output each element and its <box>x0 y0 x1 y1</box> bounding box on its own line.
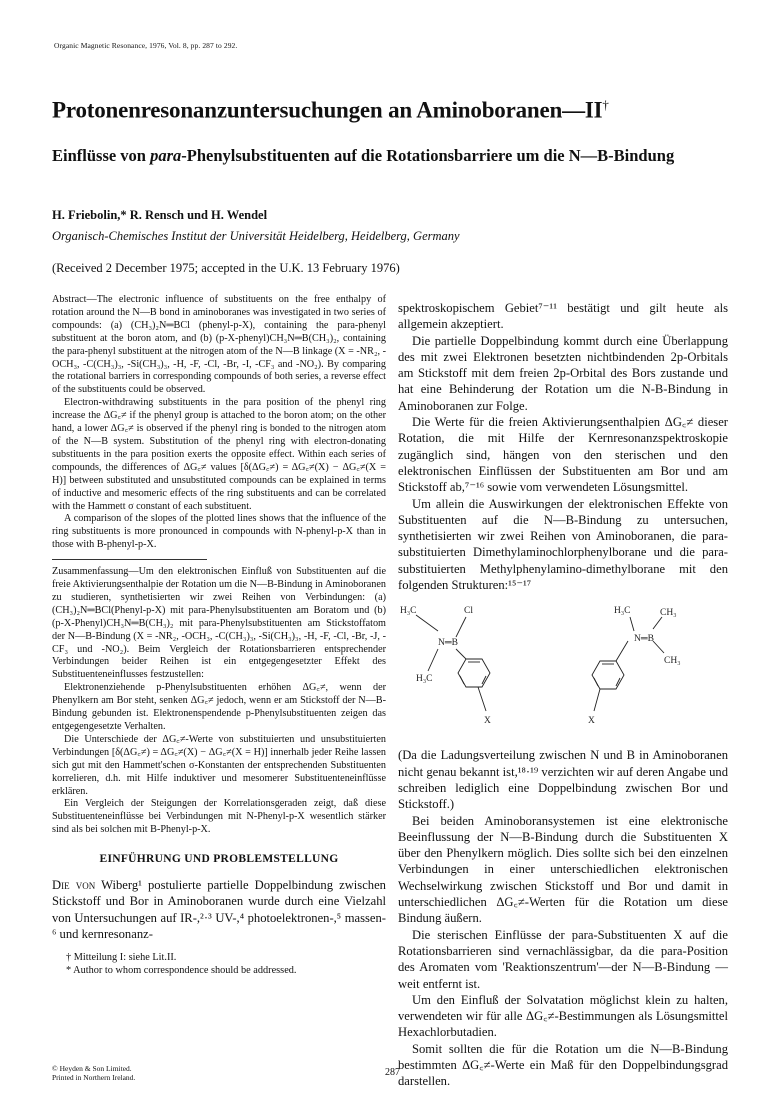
footnotes <box>52 951 386 977</box>
footnote-asterisk: * Author to whom correspondence should be addressed. <box>66 965 297 977</box>
abstract-divider <box>52 559 207 560</box>
intro-text: Wiberg¹ postulierte partielle Doppelbindung zwischen Stickstoff und Bor in Aminoboranen wurde durch eine Vielzahl von Untersuchungen auf IR-,²·³ UV-,⁴ photoelektronen-,⁵ massen-⁶ und kernresonanz- <box>52 878 386 942</box>
introduction <box>52 877 386 942</box>
right-column <box>398 300 728 1090</box>
institution: Organisch-Chemisches Institut der Universität Heidelberg, Heidelberg, Germany <box>52 229 460 243</box>
struct-b-nb: N═B <box>634 634 654 645</box>
body-paragraph: spektroskopischem Gebiet⁷⁻¹¹ bestätigt und gilt heute als allgemein akzeptiert. <box>398 301 728 332</box>
abstract-paragraph: A comparison of the slopes of the plotted lines shows that the influence of the ring substituents is more pronounced in compounds with N-phenyl-p-X than in those with B-phenyl-p-X. <box>52 513 386 551</box>
zusammenfassung-paragraph: Elektronenziehende p-Phenylsubstituenten erhöhen ΔG꜀≠, wenn der Phenylkern am Bor steht, senken ΔG꜀≠ jedoch, wenn er am Stickstoff der N—B-Bindung gebunden ist. Elektronenspendende p-Phenylsubstituenten zeigen das entgegengesetzte Verhalten. <box>52 682 386 732</box>
received-dates: (Received 2 December 1975; accepted in the U.K. 13 February 1976) <box>52 261 400 275</box>
body-paragraph: (Da die Ladungsverteilung zwischen N und B in Aminoboranen nicht genau bekannt ist,¹⁸·¹⁹ verzichten wir auf deren Angabe und schreiben lediglich eine Doppelbindung zwischen Bor und Stickstoff.) <box>398 748 728 812</box>
body-paragraph: Um allein die Auswirkungen der elektronischen Effekte von Substituenten auf die N—B-Bindung zu untersuchen, synthetisierten wir zwei Reihen von Aminoboranen, die para-substituierten Dimethylaminochlorphenylborane und die para-substituierten Methylphenylamino-dimethylborane mit den folgenden Strukturen:¹⁵⁻¹⁷ <box>398 496 728 593</box>
zusammenfassung-paragraph: Die Unterschiede der ΔG꜀≠-Werte von substituierten und unsubstituierten Verbindungen [δ(ΔG꜀≠) = ΔG꜀≠(X) − ΔG꜀≠(X = H)] innerhalb jeder Reihe lassen sich gut mit den Hammett'schen σ-Konstanten der entsprechenden Substituenten korrelieren, d.h. mit Hilfe induktiver und mesomerer Substituenteneinflüsse erklären. <box>52 733 386 797</box>
journal-citation: Organic Magnetic Resonance, 1976, Vol. 8, pp. 287 to 292. <box>54 41 238 50</box>
struct-b-x: X <box>588 716 595 727</box>
struct-b-ch3-bottom: CH₃ <box>664 656 681 667</box>
body-paragraph: Um den Einfluß der Solvatation möglichst klein zu halten, verwendeten wir für alle ΔG꜀≠-Bestimmungen als Lösungsmittel Hexachlorbutadien. <box>398 992 728 1040</box>
struct-a-cl: Cl <box>464 606 473 617</box>
abstract-german <box>52 566 386 837</box>
authors: H. Friebolin,* R. Rensch und H. Wendel <box>52 208 268 222</box>
struct-a-h3c-bottom: H₃C <box>416 674 433 685</box>
footnote-dagger: † Mitteilung I: siehe Lit.II. <box>66 952 177 964</box>
subtitle-italic: para <box>150 146 182 165</box>
title-text: Protonenresonanzuntersuchungen an Aminoboranen—II <box>52 97 603 123</box>
struct-b-ch3-top: CH₃ <box>660 608 677 619</box>
body-paragraph: Somit sollten die für die Rotation um die N—B-Bindung bestimmten ΔG꜀≠-Werte ein Maß für den Doppelbindungsgrad darstellen. <box>398 1041 728 1089</box>
body-paragraph: Die partielle Doppelbindung kommt durch eine Überlappung des mit zwei Elektronen besetzten nichtbindenden 2p-Orbitals am Stickstoff mit dem freien 2p-Orbital des Bors zustande und hat eine Behinderung der Rotation um die N-B-Bindung in Aminoboranen zur Folge. <box>398 333 728 413</box>
subtitle-part-2: -Phenylsubstituenten auf die Rotationsbarriere um die N—B-Bindung <box>181 146 675 165</box>
struct-a-nb: N═B <box>438 638 458 649</box>
abstract-paragraph: Abstract—The electronic influence of substituents on the free enthalpy of rotation around the N—B bond in aminoboranes was investigated in two series of compounds: (a) (CH₃)₂N═BCl (phenyl-p-X), containing the para-phenyl substituent at the boron atom, and (b) (p-X-phenyl)CH₃N═B(CH₃)₂, containing the para-phenyl substituent at the nitrogen atom of the N—B linkage (X = -NR₂, -OCH₃, -C(CH₃)₃, -Si(CH₃)₃, -H, -F, -Cl, -Br, -I, -CF₃ and -NO₂). By comparing the rotational barriers in corresponding compounds of both series, a reverse effect of the substituents could be observed. <box>52 294 386 396</box>
structure-drawing <box>398 601 728 741</box>
body-paragraph: Bei beiden Aminoboransystemen ist eine elektronische Beeinflussung der N—B-Bindung durch die Substituenten X über den Phenylkern möglich. Dies sollte sich bei den einzelnen Verbindungen in einer unterschiedlichen elektronischen Wechselwirkung zwischen Stickstoff und Bor und damit in unterschiedlichen ΔG꜀≠-Werten für die Rotation um diese Bindung äußern. <box>398 813 728 926</box>
struct-b-h3c: H₃C <box>614 606 631 617</box>
zusammenfassung-paragraph: Zusammenfassung—Um den elektronischen Einfluß von Substituenten auf die freie Aktivierungsenthalpie der Rotation um die N—B-Bindung in Aminoboranen zu studieren, synthetisierten wir zwei Reihen von Verbindungen: (a) (CH₃)₂N═BCl(Phenyl-p-X) mit para-Phenylsubstituenten am Boratom und (b) (p-X-Phenyl)CH₃N═B(CH₃)₂ mit para-Phenylsubstituenten am Stickstoffatom der N—B-Bindung (X = -NR₂, -OCH₃, -C(CH₃)₃, -Si(CH₃)₃, -H, -F, -Cl, -Br, -J, -CF₃ und -NO₂). Beim Vergleich der Rotationsbarrieren entsprechender Verbindungen beider Reihen ist ein entgegengesetzter Effekt des Substituenteneinflusses festzustellen: <box>52 566 386 681</box>
article-title <box>52 97 609 124</box>
publisher-printed: Printed in Northern Ireland. <box>52 1073 136 1082</box>
subtitle-part-1: Einflüsse von <box>52 146 151 165</box>
abstract-paragraph: Electron-withdrawing substituents in the para position of the phenyl ring increase the ΔG꜀≠ if the phenyl group is attached to the boron atom; on the other hand, a lower ΔG꜀≠ is observed if the phenyl ring is bonded to the nitrogen atom of the N—B system. Substitution of the phenyl ring with electron-donating substituents in the para position exerts the opposite effect. Within each series of compounds, the differences of ΔG꜀≠ values [δ(ΔG꜀≠) = ΔG꜀≠(X) − ΔG꜀≠(X = H)] between substituted and unsubstituted compounds can be explained in terms of inductive and mesomeric effects of the ring substituents and can be correlated with the Hammett σ constant of each substituent. <box>52 397 386 512</box>
page-number: 287 <box>385 1067 400 1078</box>
left-column <box>52 294 386 977</box>
struct-a-x: X <box>484 716 491 727</box>
body-paragraph: Die sterischen Einflüsse der para-Substituenten X auf die Rotationsbarrieren sind vernachlässigbar, da die para-Position des Aromaten vom 'Reaktionszentrum'—der N—B-Bindung — weit entfernt ist. <box>398 927 728 991</box>
zusammenfassung-paragraph: Ein Vergleich der Steigungen der Korrelationsgeraden zeigt, daß diese Substituenteneinflüsse bei Verbindungen mit N-Phenyl-p-X wesentlich stärker sind als bei solchen mit B-Phenyl-p-X. <box>52 798 386 836</box>
chemical-structures <box>398 601 728 741</box>
publisher-notice <box>52 1064 135 1082</box>
abstract-english <box>52 294 386 552</box>
struct-a-h3c-top: H₃C <box>400 606 417 617</box>
section-heading: EINFÜHRUNG UND PROBLEMSTELLUNG <box>99 853 339 866</box>
body-paragraph: Die Werte für die freien Aktivierungsenthalpien ΔG꜀≠ dieser Rotation, die mit Hilfe der Kernresonanzspektroskopie zugänglich sind, hängen von den sterischen und den elektronischen Einflüssen der Substituenten am Bor und am Stickstoff ab,⁷⁻¹⁶ sowie vom verwendeten Lösungsmittel. <box>398 415 728 495</box>
article-subtitle <box>52 146 742 166</box>
title-footnote-mark: † <box>602 97 609 112</box>
publisher-copyright: © Heyden & Son Limited. <box>52 1064 132 1073</box>
intro-lead: Die von <box>52 878 96 893</box>
